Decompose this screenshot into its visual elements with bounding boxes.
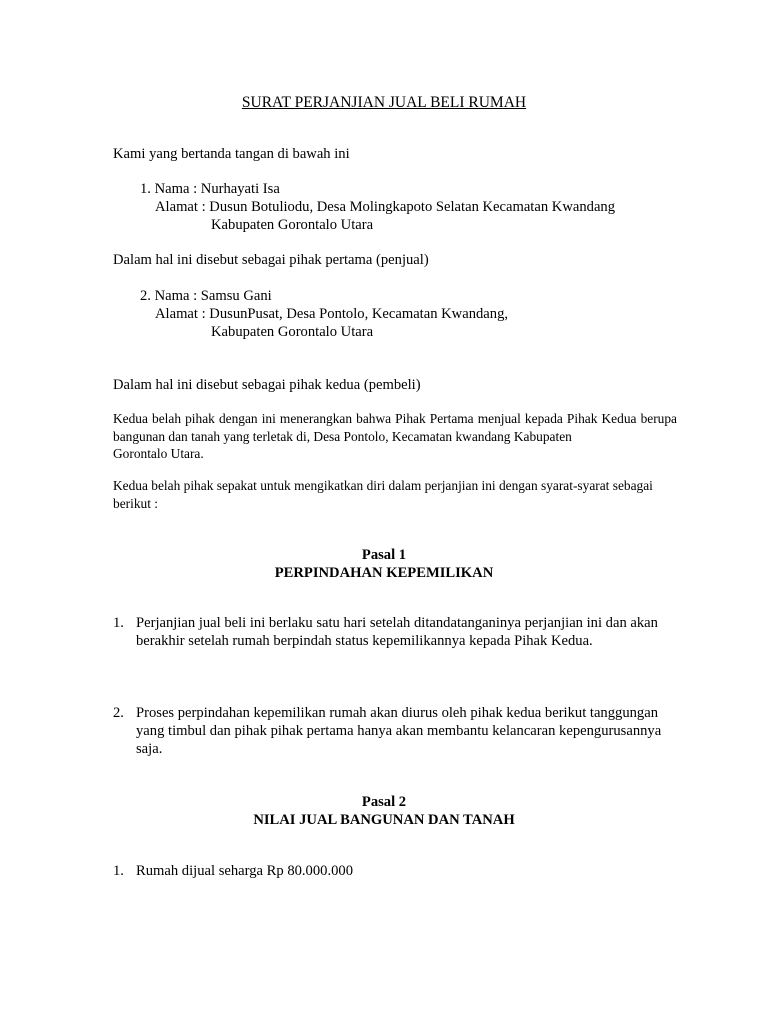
pasal1-heading: Pasal 1 [361, 547, 407, 563]
statement-agreement-line-1: Kedua belah pihak sepakat untuk mengikatkan diri dalam perjanjian ini dengan syarat-syarat sebagai [113, 478, 653, 493]
statement-sale-line-3: Gorontalo Utara. [113, 446, 204, 461]
party2-address: Alamat : DusunPusat, Desa Pontolo, Kecamatan Kwandang, [155, 306, 509, 322]
party2-address-cont: Kabupaten Gorontalo Utara [211, 324, 374, 340]
pasal1-item2-line-1: Proses perpindahan kepemilikan rumah akan diurus oleh pihak kedua berikut tanggungan [136, 705, 658, 721]
pasal2-item1-line-1: Rumah dijual seharga Rp 80.000.000 [136, 863, 353, 879]
statement-agreement-line-2: berikut : [113, 495, 158, 511]
pasal2-heading: Pasal 2 [361, 794, 407, 810]
statement-agreement [113, 477, 677, 512]
intro-text: Kami yang bertanda tangan di bawah ini [113, 146, 350, 162]
party1-role: Dalam hal ini disebut sebagai pihak pertama (penjual) [113, 252, 429, 268]
statement-sale [113, 410, 677, 463]
pasal1-item1-number: 1. [113, 615, 124, 631]
pasal1-item1-line-2: berakhir setelah rumah berpindah status kepemilikannya kepada Pihak Kedua. [136, 633, 593, 649]
pasal1-subheading: PERPINDAHAN KEPEMILIKAN [274, 565, 494, 581]
party1-name: 1. Nama : Nurhayati Isa [140, 181, 280, 197]
pasal2-item1-number: 1. [113, 863, 124, 879]
party2-role: Dalam hal ini disebut sebagai pihak kedua (pembeli) [113, 377, 421, 393]
pasal2-subheading: NILAI JUAL BANGUNAN DAN TANAH [253, 812, 515, 828]
pasal1-item2-line-3: saja. [136, 741, 163, 757]
pasal1-item2-line-2: yang timbul dan pihak pihak pertama hanya akan membantu kelancaran kepengurusannya [136, 723, 662, 739]
party2-name: 2. Nama : Samsu Gani [140, 288, 272, 304]
statement-sale-line-1: Kedua belah pihak dengan ini menerangkan bahwa Pihak Pertama menjual kepada Pihak Kedua [113, 411, 637, 426]
statement-sale-line-2: berupa bangunan dan tanah yang terletak di, Desa Pontolo, Kecamatan kwandang Kabupaten [113, 411, 677, 444]
document-title: SURAT PERJANJIAN JUAL BELI RUMAH [241, 94, 527, 111]
pasal1-item2-number: 2. [113, 705, 124, 721]
party1-address-cont: Kabupaten Gorontalo Utara [211, 217, 374, 233]
party1-address: Alamat : Dusun Botuliodu, Desa Molingkapoto Selatan Kecamatan Kwandang [155, 199, 616, 215]
pasal1-item1-line-1: Perjanjian jual beli ini berlaku satu hari setelah ditandatanganinya perjanjian ini dan akan [136, 615, 658, 631]
